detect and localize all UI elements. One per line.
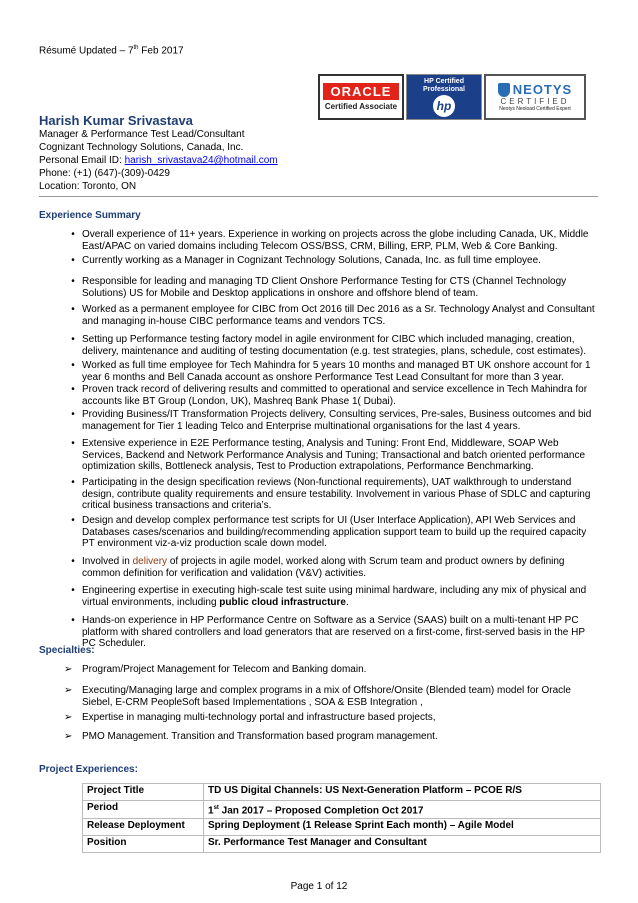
hp-logo-icon: hp — [433, 95, 455, 117]
candidate-name: Harish Kumar Srivastava — [39, 113, 193, 128]
oracle-certified-logo: ORACLE Certified Associate — [318, 74, 404, 120]
specialty-item: Program/Project Management for Telecom and Banking domain. — [82, 664, 367, 675]
bullet-icon: • — [71, 556, 75, 567]
specialty-item: Executing/Managing large and complex programs in a mix of Offshore/Onsite (Blended team) model for Oracle Siebel, E-CRM PeopleSoft based Implementations , SOA & ESB Integration , — [82, 685, 571, 708]
table-row — [83, 801, 601, 819]
list-item: Participating in the design specification reviews (Non-functional requirements), UAT walkthrough to understand design, contribute quality requirements and ensure testability. Involvement in various Phase of SDLC and capturing critical business transactions and criteria’s. — [82, 477, 591, 511]
arrow-bullet-icon: ➢ — [64, 731, 73, 742]
table-row — [83, 836, 601, 853]
list-item: Overall experience of 11+ years. Experience in working on projects across the globe including Canada, UK, Middle East/APAC on varied domains including Telecom OSS/BSS, CRM, Billing, ERP, PLM, Web & Core Banking. — [82, 229, 589, 252]
table-row — [83, 819, 601, 836]
specialty-item: Expertise in managing multi-technology portal and infrastructure based projects, — [82, 712, 436, 723]
list-item-cloud: Engineering expertise in executing high-scale test suite using minimal hardware, including any mix of physical and virtual environments, including public cloud infrastructure. — [82, 585, 587, 608]
list-item-agile: Involved in delivery of projects in agile model, worked along with Scrum team and product owners by defining common definition for verification and validation (V&V) activities. — [82, 556, 565, 579]
neotys-certified-logo: NEOTYS CERTIFIED Neotys Neoload Certified Expert — [484, 74, 586, 120]
table-cell-key: Position — [83, 836, 204, 853]
bullet-icon: • — [71, 585, 75, 596]
table-cell-value: Spring Deployment (1 Release Sprint Each month) – Agile Model — [204, 819, 601, 836]
list-item: Currently working as a Manager in Cognizant Technology Solutions, Canada, Inc. as full time employee. — [82, 255, 541, 266]
list-item: Hands-on experience in HP Performance Centre on Software as a Service (SAAS) built on a multi-tenant HP PC platform with shared controllers and load generators that are reserved on a first-come, first-served basis in the HP PC Scheduler. — [82, 615, 585, 649]
phone: Phone: (+1) (647)-(309)-0429 — [39, 168, 170, 179]
bullet-icon: • — [71, 615, 75, 626]
table-cell-value: TD US Digital Channels: US Next-Generation Platform – PCOE R/S — [204, 784, 601, 801]
page-number: Page 1 of 12 — [290, 881, 348, 892]
project-experiences-heading: Project Experiences: — [39, 764, 138, 775]
experience-summary-heading: Experience Summary — [39, 210, 141, 221]
list-item: Providing Business/IT Transformation Projects delivery, Consulting services, Pre-sales, Business outcomes and bid management for Tier 1 leading Telco and Enterprise multinational organisations for the last 4 years. — [82, 409, 592, 432]
list-item: Proven track record of delivering results and committed to operational and service excellence in Tech Mahindra for accounts like BT Group (London, UK), Mashreq Bank Phase 1( Dubai). — [82, 384, 588, 407]
list-item: Worked as a permanent employee for CIBC from Oct 2016 till Dec 2016 as a Sr. Technology Analyst and Consultant and managing in-house CIBC performance teams and vendors TCS. — [82, 304, 595, 327]
bullet-icon: • — [71, 477, 75, 488]
email-line: Personal Email ID: harish_srivastava24@hotmail.com — [39, 155, 278, 166]
specialty-item: PMO Management. Transition and Transformation based program management. — [82, 731, 438, 742]
bullet-icon: • — [71, 515, 75, 526]
list-item: Setting up Performance testing factory model in agile environment for CIBC which included managing, creation, delivery, maintenance and auditing of testing documentation (e.g. test strategies, plans, schedule, cost estimates). — [82, 334, 586, 357]
neotys-shield-icon — [498, 83, 510, 97]
bullet-icon: • — [71, 229, 75, 240]
bullet-icon: • — [71, 304, 75, 315]
arrow-bullet-icon: ➢ — [64, 712, 73, 723]
resume-updated-date: Résumé Updated – 7th Feb 2017 — [39, 45, 184, 57]
table-cell-key: Project Title — [83, 784, 204, 801]
table-cell-value: 1st Jan 2017 – Proposed Completion Oct 2017 — [204, 801, 601, 819]
project-table — [82, 783, 601, 853]
bullet-icon: • — [71, 276, 75, 287]
header-divider — [39, 196, 598, 197]
bullet-icon: • — [71, 384, 75, 395]
location: Location: Toronto, ON — [39, 181, 137, 192]
company: Cognizant Technology Solutions, Canada, Inc. — [39, 142, 244, 153]
table-cell-key: Release Deployment — [83, 819, 204, 836]
list-item: Design and develop complex performance test scripts for UI (User Interface Application), API Web Services and Databases cases/scenarios and building/recommending application support team to build up the required capacity PT environment viz-a-viz production scale down model. — [82, 515, 587, 549]
job-title: Manager & Performance Test Lead/Consultant — [39, 129, 245, 140]
specialties-heading: Specialties: — [39, 645, 95, 656]
table-row — [83, 784, 601, 801]
arrow-bullet-icon: ➢ — [64, 664, 73, 675]
bullet-icon: • — [71, 334, 75, 345]
hp-certified-logo: HP Certified Professional hp — [406, 74, 482, 120]
bullet-icon: • — [71, 360, 75, 371]
list-item: Responsible for leading and managing TD Client Onshore Performance Testing for CTS (Channel Technology Solutions) US for Mobile and Desktop applications in onshore and offshore blend of team. — [82, 276, 567, 299]
certification-logos — [318, 74, 586, 120]
bullet-icon: • — [71, 409, 75, 420]
bullet-icon: • — [71, 438, 75, 449]
arrow-bullet-icon: ➢ — [64, 685, 73, 696]
list-item: Extensive experience in E2E Performance testing, Analysis and Tuning: Front End, Middleware, SOAP Web Services, Backend and Network Performance Analysis and Tuning; Transactional and batch oriented performance optimization skills, Bottleneck analysis, Test to Production extrapolations, Performance Benchmarking. — [82, 438, 586, 472]
bullet-icon: • — [71, 255, 75, 266]
email-link[interactable]: harish_srivastava24@hotmail.com — [124, 155, 278, 166]
table-cell-value: Sr. Performance Test Manager and Consultant — [204, 836, 601, 853]
list-item: Worked as full time employee for Tech Mahindra for 5 years 10 months and managed BT UK onshore account for 1 year 6 months and Bell Canada account as onshore Performance Test Lead Consultant for more than 3 year. — [82, 360, 591, 383]
table-cell-key: Period — [83, 801, 204, 819]
